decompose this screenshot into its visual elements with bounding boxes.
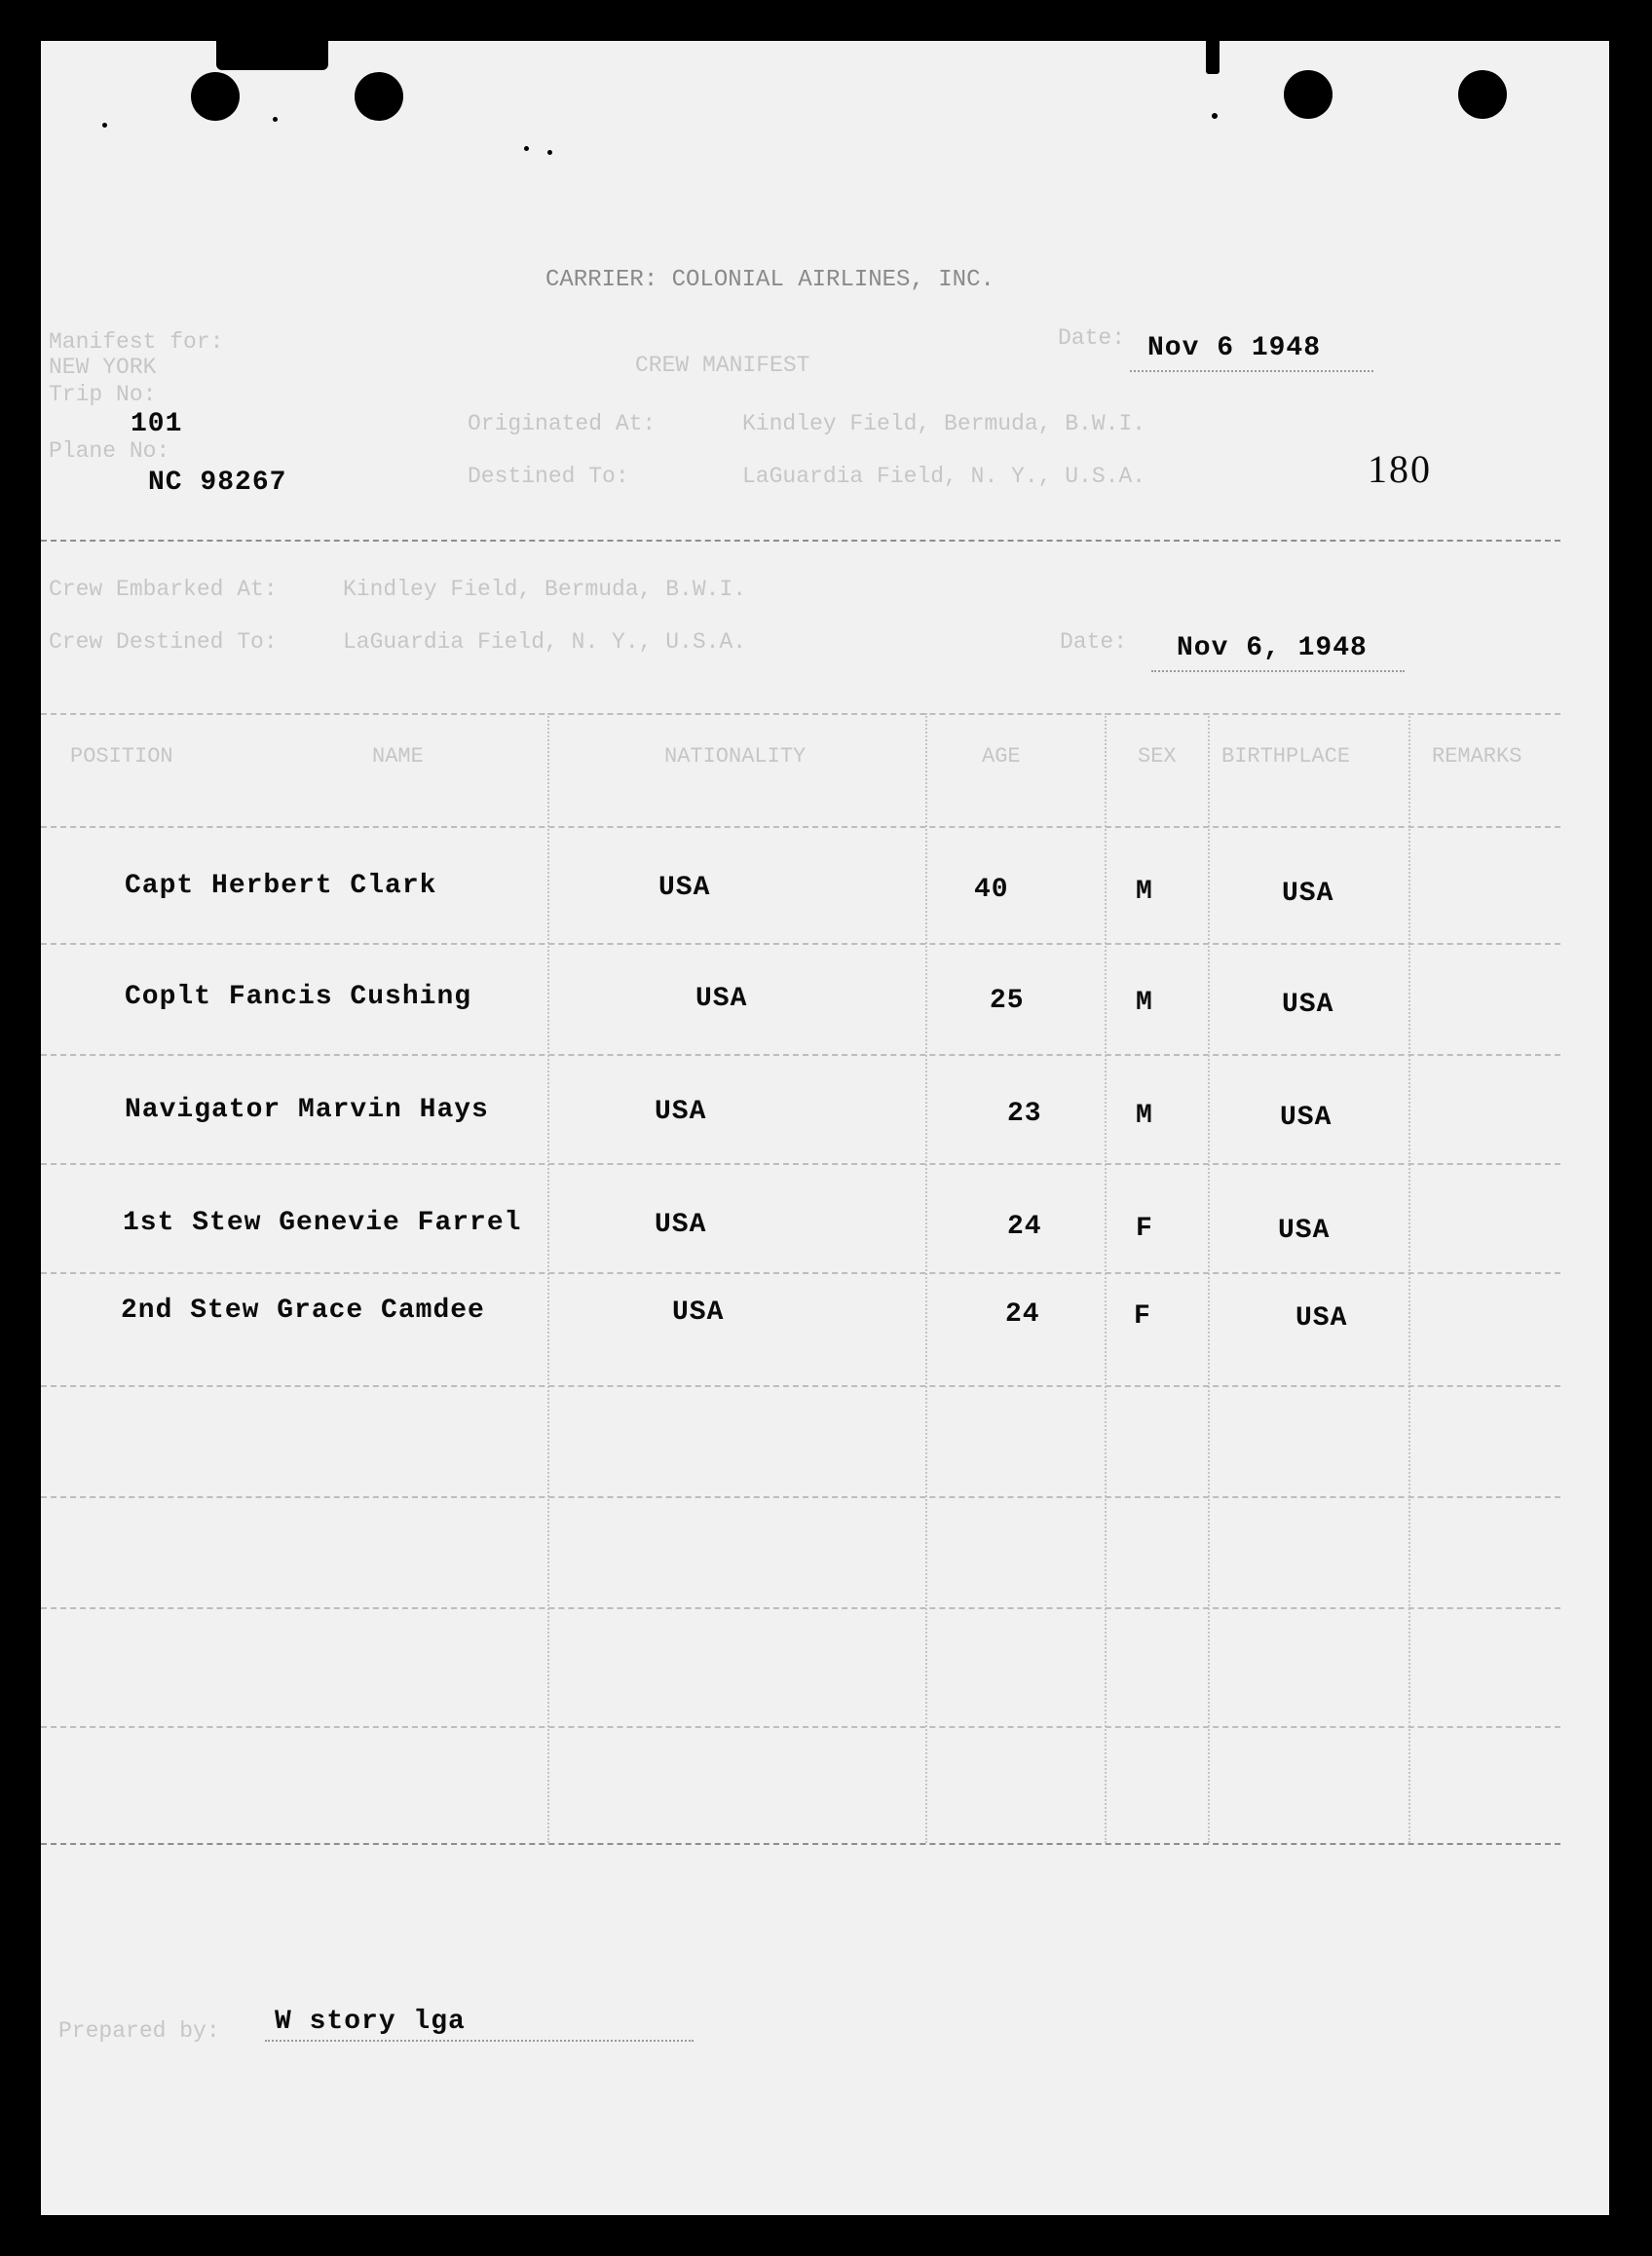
crew-birthplace: USA xyxy=(1280,1103,1333,1133)
row-rule xyxy=(41,1496,1560,1498)
trip-no-value: 101 xyxy=(131,409,183,439)
manifest-for-value: NEW YORK xyxy=(49,355,157,380)
column-divider xyxy=(925,713,927,1843)
date-value: Nov 6 1948 xyxy=(1147,333,1322,363)
ink-blot xyxy=(216,41,328,70)
column-divider xyxy=(1105,713,1107,1843)
header-remarks: REMARKS xyxy=(1432,744,1522,769)
crew-name: 2nd Stew Grace Camdee xyxy=(121,1296,485,1326)
carrier-line: CARRIER: COLONIAL AIRLINES, INC. xyxy=(545,267,995,293)
crew-age: 23 xyxy=(1007,1099,1042,1129)
destined-label: Destined To: xyxy=(468,464,629,489)
ink-dot xyxy=(1212,113,1218,119)
header-name: NAME xyxy=(372,744,424,769)
crew-name: 1st Stew Genevie Farrel xyxy=(123,1208,522,1238)
crew-embarked-value: Kindley Field, Bermuda, B.W.I. xyxy=(343,577,747,602)
crew-destined-value: LaGuardia Field, N. Y., U.S.A. xyxy=(343,629,747,655)
manifest-page xyxy=(41,41,1609,2215)
header-position: POSITION xyxy=(70,744,173,769)
row-rule xyxy=(41,943,1560,945)
crew-sex: M xyxy=(1136,1101,1153,1131)
crew-sex: M xyxy=(1136,988,1153,1018)
plane-no-label: Plane No: xyxy=(49,438,170,464)
header-birthplace: BIRTHPLACE xyxy=(1221,744,1351,769)
date2-underline xyxy=(1151,670,1405,672)
ink-dot xyxy=(273,117,278,122)
crew-name: Coplt Fancis Cushing xyxy=(125,982,472,1012)
ink-dot xyxy=(102,123,107,128)
crew-birthplace: USA xyxy=(1282,990,1334,1020)
table-top-rule xyxy=(41,713,1560,715)
crew-embarked-label: Crew Embarked At: xyxy=(49,577,278,602)
crew-nationality: USA xyxy=(655,1097,707,1127)
prepared-by-label: Prepared by: xyxy=(58,2018,220,2044)
crew-age: 25 xyxy=(990,986,1025,1016)
binder-hole-1 xyxy=(191,72,240,121)
column-divider xyxy=(1408,713,1410,1843)
ink-dot xyxy=(547,150,552,155)
crew-age: 24 xyxy=(1007,1212,1042,1242)
row-rule xyxy=(41,1272,1560,1274)
date-underline xyxy=(1130,370,1373,372)
date2-value: Nov 6, 1948 xyxy=(1177,633,1368,663)
crew-nationality: USA xyxy=(658,873,711,903)
plane-no-value: NC 98267 xyxy=(148,468,287,498)
page-number: 180 xyxy=(1368,447,1432,491)
crew-sex: F xyxy=(1136,1214,1153,1244)
crew-nationality: USA xyxy=(672,1297,725,1328)
crew-age: 40 xyxy=(974,875,1009,905)
originated-value: Kindley Field, Bermuda, B.W.I. xyxy=(742,411,1146,436)
crew-nationality: USA xyxy=(695,984,748,1014)
date-label: Date: xyxy=(1058,325,1126,351)
prepared-by-underline xyxy=(265,2040,694,2042)
prepared-by-value: W story lga xyxy=(275,2007,466,2037)
header-rule-bottom xyxy=(41,826,1560,828)
column-divider xyxy=(547,713,549,1843)
form-title: CREW MANIFEST xyxy=(635,353,810,378)
crew-name: Navigator Marvin Hays xyxy=(125,1095,489,1125)
ink-dot xyxy=(524,146,529,151)
crew-sex: F xyxy=(1134,1301,1151,1332)
crew-name: Capt Herbert Clark xyxy=(125,871,437,901)
trip-no-label: Trip No: xyxy=(49,382,157,407)
binder-hole-4 xyxy=(1458,70,1507,119)
row-rule xyxy=(41,1607,1560,1609)
row-rule xyxy=(41,1726,1560,1728)
header-nationality: NATIONALITY xyxy=(664,744,807,769)
crew-age: 24 xyxy=(1005,1299,1040,1330)
header-sex: SEX xyxy=(1138,744,1177,769)
crew-destined-label: Crew Destined To: xyxy=(49,629,278,655)
header-age: AGE xyxy=(982,744,1021,769)
binder-hole-3 xyxy=(1284,70,1333,119)
crew-nationality: USA xyxy=(655,1210,707,1240)
date2-label: Date: xyxy=(1060,629,1128,655)
row-rule xyxy=(41,1054,1560,1056)
binder-hole-2 xyxy=(355,72,403,121)
crew-birthplace: USA xyxy=(1282,879,1334,909)
header-rule xyxy=(41,540,1560,542)
destined-value: LaGuardia Field, N. Y., U.S.A. xyxy=(742,464,1146,489)
crew-birthplace: USA xyxy=(1295,1303,1348,1334)
originated-label: Originated At: xyxy=(468,411,657,436)
row-rule xyxy=(41,1385,1560,1387)
column-divider xyxy=(1208,713,1210,1843)
manifest-for-label: Manifest for: xyxy=(49,329,224,355)
crew-sex: M xyxy=(1136,877,1153,907)
row-rule xyxy=(41,1163,1560,1165)
crew-birthplace: USA xyxy=(1278,1216,1331,1246)
ink-blot xyxy=(1206,41,1220,74)
table-bottom-rule xyxy=(41,1843,1560,1845)
